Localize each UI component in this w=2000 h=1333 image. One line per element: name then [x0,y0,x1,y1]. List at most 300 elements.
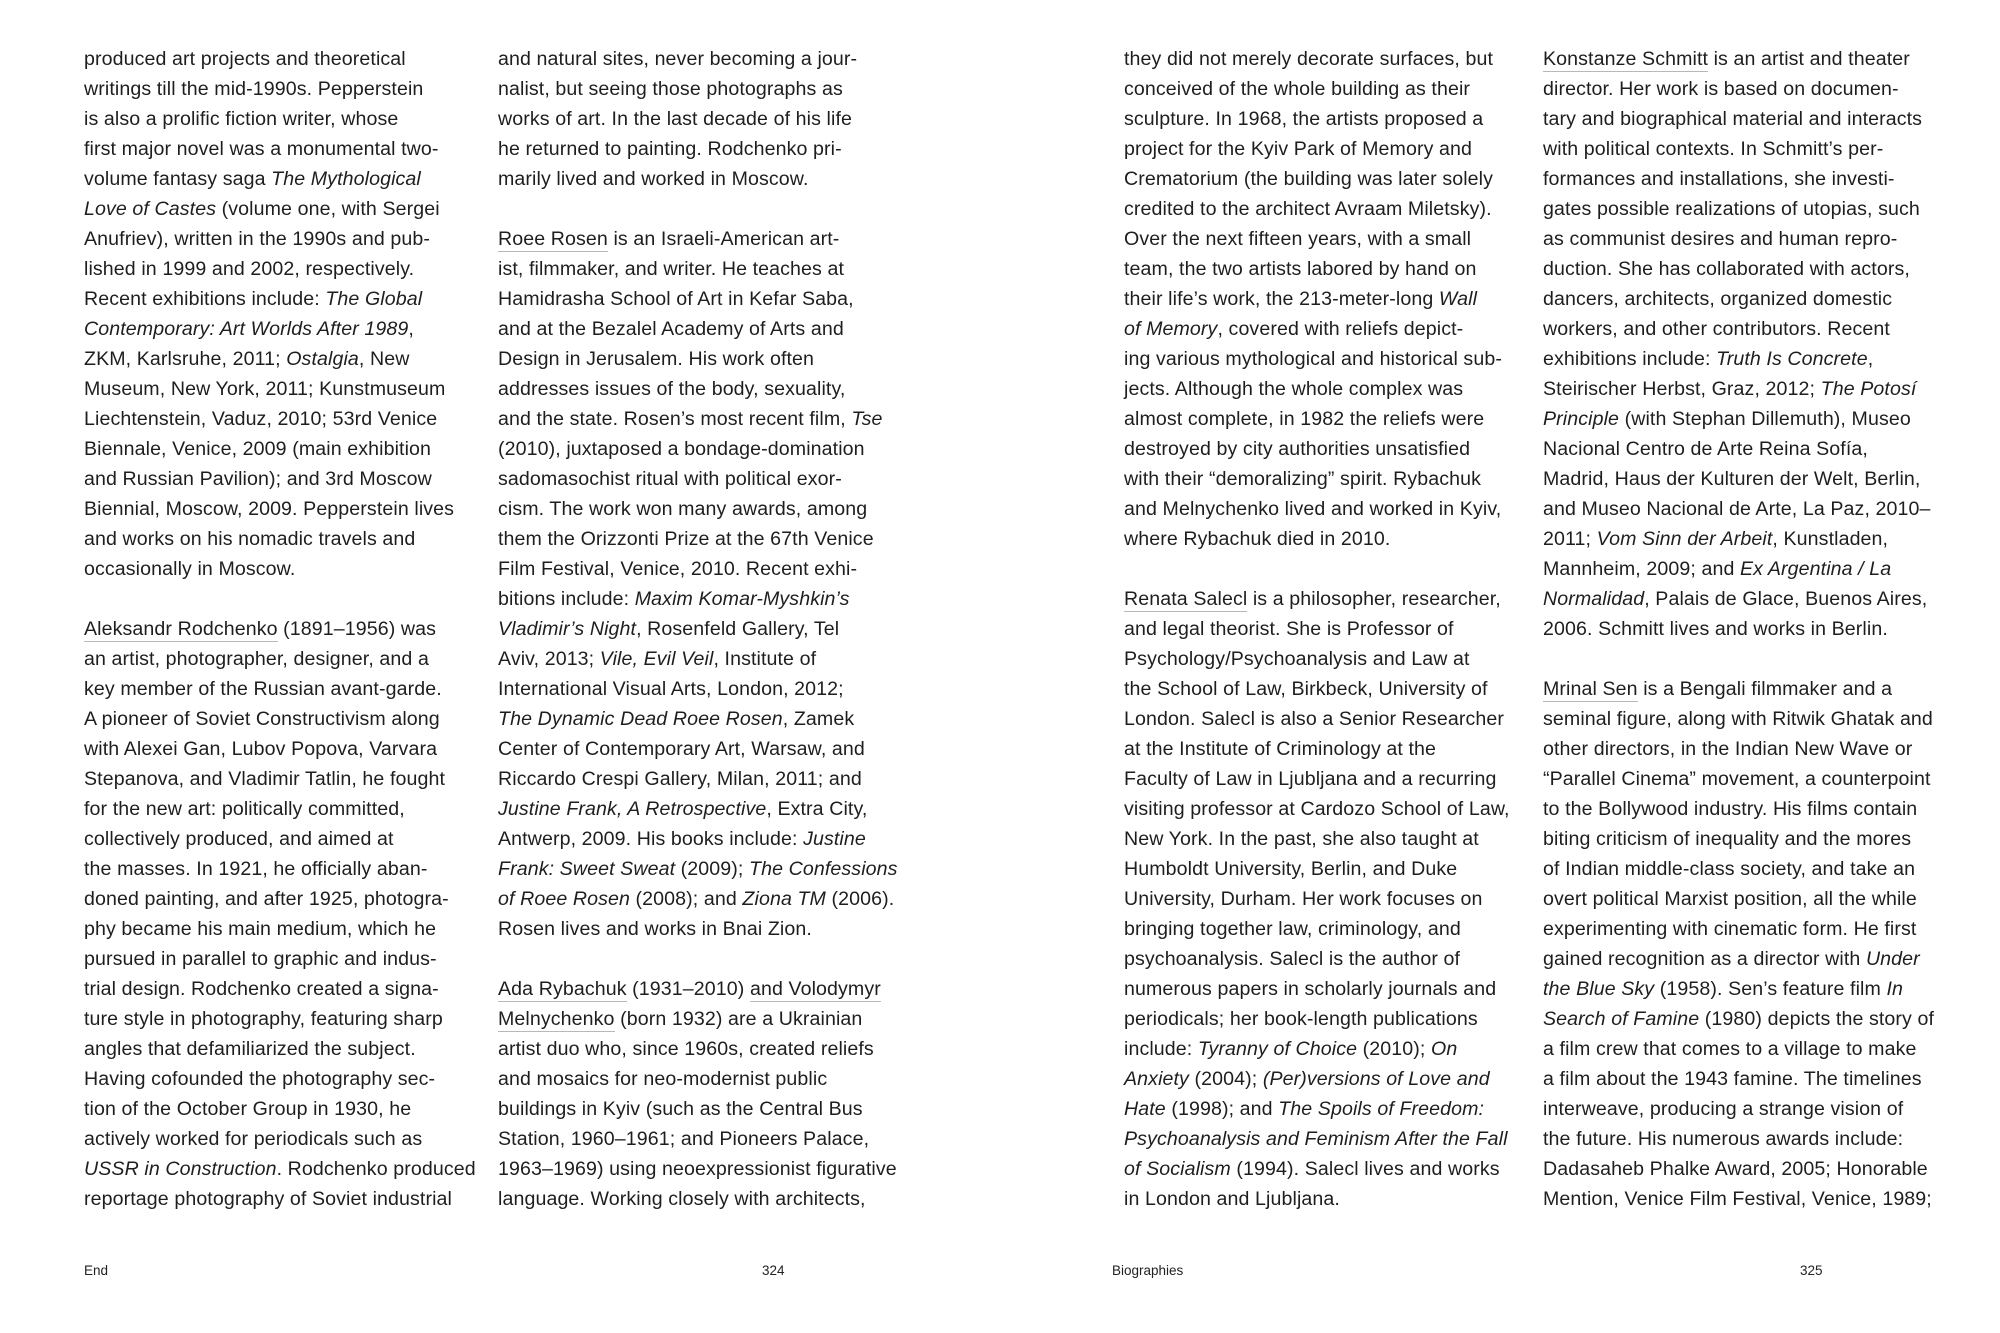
text-line [1124,434,1532,464]
text-line [1124,704,1532,734]
body-text: Biennale, Venice, 2009 (main exhibition [84,438,432,460]
text-line [1543,764,1963,794]
body-text: Recent exhibitions include: [84,288,326,310]
text-line [1124,1004,1532,1034]
text-line [84,374,492,404]
body-text: Stepanova, and Vladimir Tatlin, he fought [84,768,446,790]
text-line [1543,854,1963,884]
text-column [1543,44,1963,1214]
text-line [1124,44,1532,74]
italic-title-text: Vom Sinn der Arbeit [1596,528,1773,550]
text-line [84,824,492,854]
paragraph-gap [1124,554,1532,584]
body-text: biting criticism of inequality and the mores [1543,828,1912,850]
body-text: , [1867,348,1874,370]
text-line [1543,704,1963,734]
body-text: numerous papers in scholarly journals and [1124,978,1497,1000]
text-line [1543,614,1963,644]
text-line [1543,524,1963,554]
body-text: with their “demoralizing” spirit. Rybachuk [1124,468,1482,490]
text-line [84,674,492,704]
text-line [1124,644,1532,674]
italic-title-text: Contemporary: Art Worlds After 1989 [84,318,409,340]
text-line [1543,884,1963,914]
body-text: gained recognition as a director with [1543,948,1866,970]
body-text: Station, 1960–1961; and Pioneers Palace, [498,1128,870,1150]
right-page [1000,0,2000,1333]
italic-title-text: of Roee Rosen [498,888,631,910]
text-line [498,704,906,734]
body-text: , [408,318,414,340]
text-line [498,164,906,194]
italic-title-text: of Socialism [1124,1158,1231,1180]
text-line [1124,1154,1532,1184]
body-text: collectively produced, and aimed at [84,828,394,850]
body-text: is also a prolific fiction writer, whose [84,108,399,130]
text-line [1543,914,1963,944]
text-line [84,1184,492,1214]
body-text: as communist desires and human repro- [1543,228,1898,250]
text-line [1543,44,1963,74]
biography-name-link[interactable]: and Volodymyr [749,978,881,1000]
text-line [1124,134,1532,164]
body-text: tary and biographical material and interacts [1543,108,1923,130]
text-line [1124,374,1532,404]
body-text: Dadasaheb Phalke Award, 2005; Honorable [1543,1158,1928,1180]
italic-title-text: Vile, Evil Veil [599,648,714,670]
body-text: for the new art: politically committed, [84,798,405,820]
text-line [1124,74,1532,104]
text-column [498,44,906,1214]
text-line [498,224,906,254]
text-line [1543,1124,1963,1154]
body-text: Madrid, Haus der Kulturen der Welt, Berlin, [1543,468,1921,490]
body-text: (2008); and [630,888,743,910]
body-text: A pioneer of Soviet Constructivism along [84,708,440,730]
body-text: jects. Although the whole complex was [1124,378,1464,400]
text-line [84,434,492,464]
body-text: (2010), juxtaposed a bondage-domination [498,438,865,460]
biography-name-link[interactable]: Aleksandr Rodchenko [84,618,278,640]
italic-title-text: The Mythological [271,168,421,190]
text-line [1543,1184,1963,1214]
body-text: exhibitions include: [1543,348,1717,370]
text-line [1543,494,1963,524]
text-line [1124,314,1532,344]
text-line [1543,434,1963,464]
body-text: duction. She has collaborated with actors, [1543,258,1910,280]
text-line [1543,254,1963,284]
paragraph-gap [1543,644,1963,674]
text-line [1124,1094,1532,1124]
text-line [1124,194,1532,224]
body-text: of Indian middle-class society, and take an [1543,858,1916,880]
body-text: first major novel was a monumental two- [84,138,439,160]
text-line [84,704,492,734]
text-line [498,584,906,614]
body-text: (born 1932) are a Ukrainian [614,1008,863,1030]
body-text: Antwerp, 2009. His books include: [498,828,804,850]
text-line [84,884,492,914]
italic-title-text: Psychoanalysis and Feminism After the Fall [1124,1128,1508,1150]
body-text: include: [1124,1038,1198,1060]
text-line [1543,824,1963,854]
italic-title-text: Justine Frank, A Retrospective [498,798,767,820]
text-line [1543,1094,1963,1124]
body-text: bitions include: [498,588,635,610]
text-line [1543,374,1963,404]
body-text: Having cofounded the photography sec- [84,1068,436,1090]
text-line [1124,104,1532,134]
text-line [1543,794,1963,824]
text-line [1543,164,1963,194]
text-column [84,44,492,1214]
biography-name-link[interactable]: Renata Salecl [1124,588,1248,610]
text-line [84,194,492,224]
body-text: Mannheim, 2009; and [1543,558,1740,580]
text-line [84,854,492,884]
text-line [498,644,906,674]
italic-title-text: (Per)versions of Love and [1262,1068,1490,1090]
text-line [498,1064,906,1094]
italic-title-text: Principle [1543,408,1620,430]
text-line [1543,74,1963,104]
text-line [1124,674,1532,704]
biography-name-link[interactable]: Mrinal Sen [1543,678,1638,700]
body-text: Steirischer Herbst, Graz, 2012; [1543,378,1821,400]
body-text: almost complete, in 1982 the reliefs were [1124,408,1485,430]
italic-title-text: Frank: Sweet Sweat [498,858,676,880]
page-number: 325 [1800,1263,1823,1278]
body-text: , Kunstladen, [1772,528,1889,550]
body-text: , Palais de Glace, Buenos Aires, [1644,588,1928,610]
body-text: (1994). Salecl lives and works [1230,1158,1500,1180]
text-line [84,134,492,164]
text-line [498,74,906,104]
italic-title-text: The Potosí [1820,378,1917,400]
body-text: trial design. Rodchenko created a signa- [84,978,439,1000]
text-line [84,1004,492,1034]
body-text: with political contexts. In Schmitt’s per- [1543,138,1884,160]
text-line [498,254,906,284]
text-line [498,794,906,824]
text-line [84,464,492,494]
body-text: Liechtenstein, Vaduz, 2010; 53rd Venice [84,408,438,430]
text-line [84,1094,492,1124]
italic-title-text: In [1886,978,1903,1000]
text-line [1543,974,1963,1004]
body-text: and Museo Nacional de Arte, La Paz, 2010– [1543,498,1931,520]
body-text: interweave, producing a strange vision of [1543,1098,1904,1120]
italic-title-text: Vladimir’s Night [498,618,637,640]
italic-title-text: of Memory [1124,318,1218,340]
text-line [84,224,492,254]
text-line [1543,674,1963,704]
italic-title-text: Under [1865,948,1920,970]
body-text: . Rodchenko produced [276,1158,476,1180]
body-text: Center of Contemporary Art, Warsaw, and [498,738,865,760]
text-line [1124,614,1532,644]
italic-title-text: Anxiety [1124,1068,1189,1090]
text-line [1124,584,1532,614]
text-line [1543,554,1963,584]
body-text: and the state. Rosen’s most recent film, [498,408,852,430]
body-text: ist, filmmaker, and writer. He teaches at [498,258,845,280]
text-line [1124,1034,1532,1064]
body-text: cism. The work won many awards, among [498,498,868,520]
body-text: the future. His numerous awards include: [1543,1128,1904,1150]
text-line [1124,914,1532,944]
text-line [498,344,906,374]
body-text: , Extra City, [766,798,868,820]
body-text: works of art. In the last decade of his life [498,108,852,130]
text-line [498,374,906,404]
biography-name-link[interactable]: Konstanze Schmitt [1543,48,1709,70]
body-text: he returned to painting. Rodchenko pri- [498,138,842,160]
body-text: (1998); and [1165,1098,1279,1120]
text-line [84,44,492,74]
body-text: Crematorium (the building was later solely [1124,168,1494,190]
text-line [84,1064,492,1094]
body-text: , Institute of [713,648,817,670]
italic-title-text: The Dynamic Dead Roee Rosen [498,708,783,730]
body-text: them the Orizzonti Prize at the 67th Venice [498,528,874,550]
body-text: their life’s work, the 213-meter-long [1124,288,1439,310]
text-line [498,524,906,554]
body-text: bringing together law, criminology, and [1124,918,1461,940]
text-line [498,434,906,464]
body-text: occasionally in Moscow. [84,558,296,580]
biography-name-link[interactable]: Roee Rosen [498,228,608,250]
body-text: the School of Law, Birkbeck, University of [1124,678,1488,700]
text-line [84,284,492,314]
text-line [84,1154,492,1184]
body-text: 2011; [1543,528,1597,550]
body-text: Rosen lives and works in Bnai Zion. [498,918,812,940]
body-text: , New [358,348,410,370]
body-text: team, the two artists labored by hand on [1124,258,1477,280]
text-line [84,404,492,434]
body-text: , Rosenfeld Gallery, Tel [636,618,840,640]
body-text: actively worked for periodicals such as [84,1128,423,1150]
text-line [1543,194,1963,224]
body-text: Film Festival, Venice, 2010. Recent exhi- [498,558,858,580]
text-line [84,344,492,374]
page-number: 324 [762,1263,785,1278]
body-text: (2004); [1188,1068,1263,1090]
body-text: visiting professor at Cardozo School of Law, [1124,798,1510,820]
body-text: with Alexei Gan, Lubov Popova, Varvara [84,738,438,760]
italic-title-text: Justine [803,828,866,850]
body-text: Aviv, 2013; [498,648,600,670]
body-text: and Melnychenko lived and worked in Kyiv, [1124,498,1502,520]
body-text: ture style in photography, featuring sharp [84,1008,443,1030]
body-text: (with Stephan Dillemuth), Museo [1619,408,1911,430]
text-line [1543,584,1963,614]
body-text: seminal figure, along with Ritwik Ghatak and [1543,708,1933,730]
body-text: credited to the architect Avraam Miletsky). [1124,198,1492,220]
text-line [498,1154,906,1184]
text-line [84,644,492,674]
body-text: marily lived and worked in Moscow. [498,168,809,190]
body-text: (1891–1956) was [277,618,437,640]
italic-title-text: Love of Castes [84,198,217,220]
text-line [1543,1034,1963,1064]
italic-title-text: Ziona TM [742,888,826,910]
body-text: director. Her work is based on documen- [1543,78,1899,100]
body-text: ZKM, Karlsruhe, 2011; [84,348,287,370]
text-line [1543,1154,1963,1184]
body-text: (1958). Sen’s feature film [1654,978,1887,1000]
text-line [84,1124,492,1154]
text-line [498,1184,906,1214]
body-text: a film about the 1943 famine. The timelines [1543,1068,1922,1090]
text-line [1543,224,1963,254]
text-line [1543,104,1963,134]
italic-title-text: Wall [1438,288,1478,310]
text-line [1124,854,1532,884]
text-line [1124,254,1532,284]
body-text: doned painting, and after 1925, photogra- [84,888,449,910]
text-line [84,254,492,284]
body-text: 1963–1969) using neoexpressionist figurative [498,1158,897,1180]
text-line [498,824,906,854]
italic-title-text: USSR in Construction [84,1158,277,1180]
body-text: Biennial, Moscow, 2009. Pepperstein lives [84,498,455,520]
text-line [1124,1124,1532,1154]
text-line [498,404,906,434]
text-line [1124,224,1532,254]
italic-title-text: Truth Is Concrete [1716,348,1868,370]
text-line [84,164,492,194]
text-line [84,524,492,554]
body-text: Faculty of Law in Ljubljana and a recurring [1124,768,1497,790]
body-text: reportage photography of Soviet industrial [84,1188,453,1210]
text-line [84,914,492,944]
paragraph-gap [498,944,906,974]
body-text: London. Salecl is also a Senior Researcher [1124,708,1504,730]
text-line [1124,944,1532,974]
text-line [1124,884,1532,914]
text-line [1543,464,1963,494]
body-text: experimenting with cinematic form. He first [1543,918,1917,940]
text-line [498,104,906,134]
body-text: project for the Kyiv Park of Memory and [1124,138,1473,160]
body-text: New York. In the past, she also taught at [1124,828,1479,850]
text-line [1124,734,1532,764]
body-text: and at the Bezalel Academy of Arts and [498,318,844,340]
text-line [1124,164,1532,194]
body-text: is an artist and theater [1708,48,1910,70]
text-line [1124,494,1532,524]
text-line [1124,824,1532,854]
body-text: addresses issues of the body, sexuality, [498,378,846,400]
body-text: key member of the Russian avant-garde. [84,678,442,700]
italic-title-text: Maxim Komar-Myshkin’s [634,588,850,610]
text-line [498,1094,906,1124]
body-text: , covered with reliefs depict- [1217,318,1464,340]
text-line [1543,134,1963,164]
body-text: (1931–2010) [626,978,750,1000]
biography-name-link[interactable]: Ada Rybachuk [498,978,627,1000]
body-text: Museum, New York, 2011; Kunstmuseum [84,378,446,400]
text-line [1124,1064,1532,1094]
text-line [84,944,492,974]
text-line [498,854,906,884]
text-line [498,614,906,644]
text-line [84,74,492,104]
text-line [498,914,906,944]
italic-title-text: Normalidad [1543,588,1645,610]
text-line [1543,284,1963,314]
italic-title-text: Ex Argentina / La [1739,558,1892,580]
text-line [84,764,492,794]
body-text: other directors, in the Indian New Wave or [1543,738,1913,760]
italic-title-text: Hate [1124,1098,1166,1120]
text-line [498,494,906,524]
body-text: sadomasochist ritual with political exor- [498,468,842,490]
body-text: in London and Ljubljana. [1124,1188,1340,1210]
italic-title-text: The Confessions [749,858,898,880]
body-text: formances and installations, she investi- [1543,168,1895,190]
body-text: Anufriev), written in the 1990s and pub- [84,228,431,250]
body-text: University, Durham. Her work focuses on [1124,888,1483,910]
body-text: “Parallel Cinema” movement, a counterpoint [1543,768,1931,790]
text-line [1543,1064,1963,1094]
text-line [84,794,492,824]
body-text: where Rybachuk died in 2010. [1124,528,1391,550]
body-text: is a Bengali filmmaker and a [1637,678,1893,700]
text-line [1543,944,1963,974]
paragraph-gap [498,194,906,224]
body-text: nalist, but seeing those photographs as [498,78,843,100]
text-line [84,614,492,644]
text-line [498,884,906,914]
text-line [498,134,906,164]
italic-title-text: Ostalgia [286,348,359,370]
text-line [84,974,492,1004]
body-text: Mention, Venice Film Festival, Venice, 1989; [1543,1188,1932,1210]
text-line [498,974,906,1004]
text-line [498,1124,906,1154]
body-text: 2006. Schmitt lives and works in Berlin. [1543,618,1888,640]
italic-title-text: the Blue Sky [1543,978,1655,1000]
body-text: International Visual Arts, London, 2012; [498,678,844,700]
body-text: and works on his nomadic travels and [84,528,416,550]
body-text: (1980) depicts the story of [1699,1008,1935,1030]
italic-title-text: The Global [325,288,423,310]
body-text: workers, and other contributors. Recent [1543,318,1890,340]
body-text: (2009); [675,858,750,880]
text-line [498,554,906,584]
text-line [1543,1004,1963,1034]
text-line [1124,764,1532,794]
biography-name-link[interactable]: Melnychenko [498,1008,615,1030]
text-line [1124,524,1532,554]
running-footer-section: Biographies [1112,1263,1184,1278]
text-line [1543,734,1963,764]
body-text: psychoanalysis. Salecl is the author of [1124,948,1461,970]
body-text: (2006). [825,888,895,910]
text-line [498,1004,906,1034]
text-column [1124,44,1532,1214]
text-line [84,314,492,344]
body-text: produced art projects and theoretical [84,48,406,70]
body-text: language. Working closely with architects, [498,1188,866,1210]
body-text: they did not merely decorate surfaces, but [1124,48,1494,70]
body-text: gates possible realizations of utopias, such [1543,198,1920,220]
italic-title-text: Search of Famine [1543,1008,1700,1030]
